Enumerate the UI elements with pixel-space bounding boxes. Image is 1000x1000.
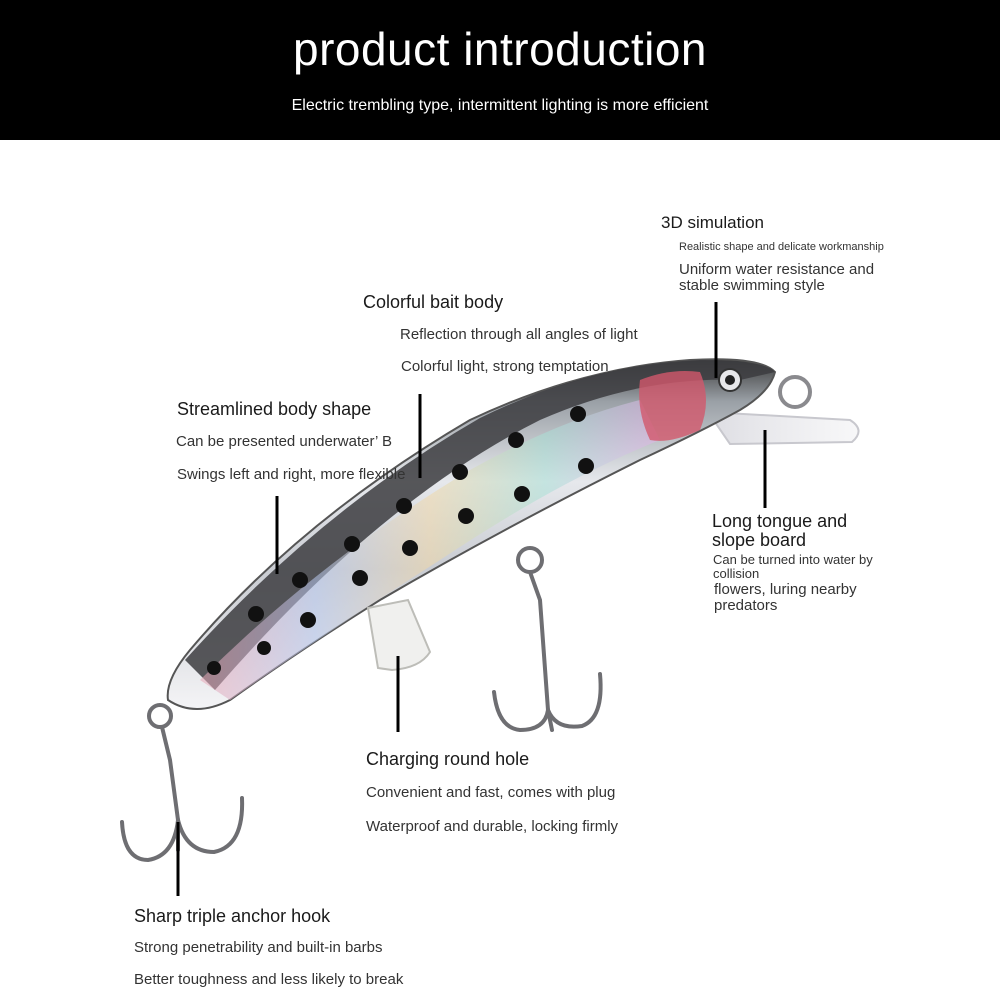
charging-line2: Waterproof and durable, locking firmly [366, 818, 619, 835]
hook-line1: Strong penetrability and built-in barbs [134, 939, 383, 956]
page-title: product introduction [292, 23, 708, 75]
streamlined-line1: Can be presented underwater’ B [176, 433, 392, 450]
hook-line2: Better toughness and less likely to break [134, 971, 404, 988]
tongue-line2: flowers, luring nearby predators [714, 581, 857, 614]
tongue-title: Long tongue and slope board [712, 511, 848, 550]
lure-lip [708, 412, 859, 444]
streamlined-title: Streamlined body shape [177, 399, 372, 419]
charging-line1: Convenient and fast, comes with plug [366, 784, 616, 801]
colorful-line1: Reflection through all angles of light [400, 326, 638, 343]
belly-treble-hook [494, 548, 601, 730]
tail-treble-hook [122, 705, 242, 860]
colorful-line2: Colorful light, strong temptation [401, 358, 609, 375]
tongue-line1: Can be turned into water by collision [713, 552, 873, 581]
streamlined-line2: Swings left and right, more flexible [177, 466, 406, 483]
page-subtitle: Electric trembling type, intermittent lighting is more efficient [291, 97, 709, 114]
hook-title: Sharp triple anchor hook [134, 906, 331, 926]
simulation-line2: Uniform water resistance and stable swimming style [679, 261, 875, 294]
colorful-title: Colorful bait body [363, 292, 504, 312]
simulation-line1: Realistic shape and delicate workmanship [679, 241, 884, 253]
charging-title: Charging round hole [366, 749, 530, 769]
simulation-title: 3D simulation [661, 213, 764, 232]
